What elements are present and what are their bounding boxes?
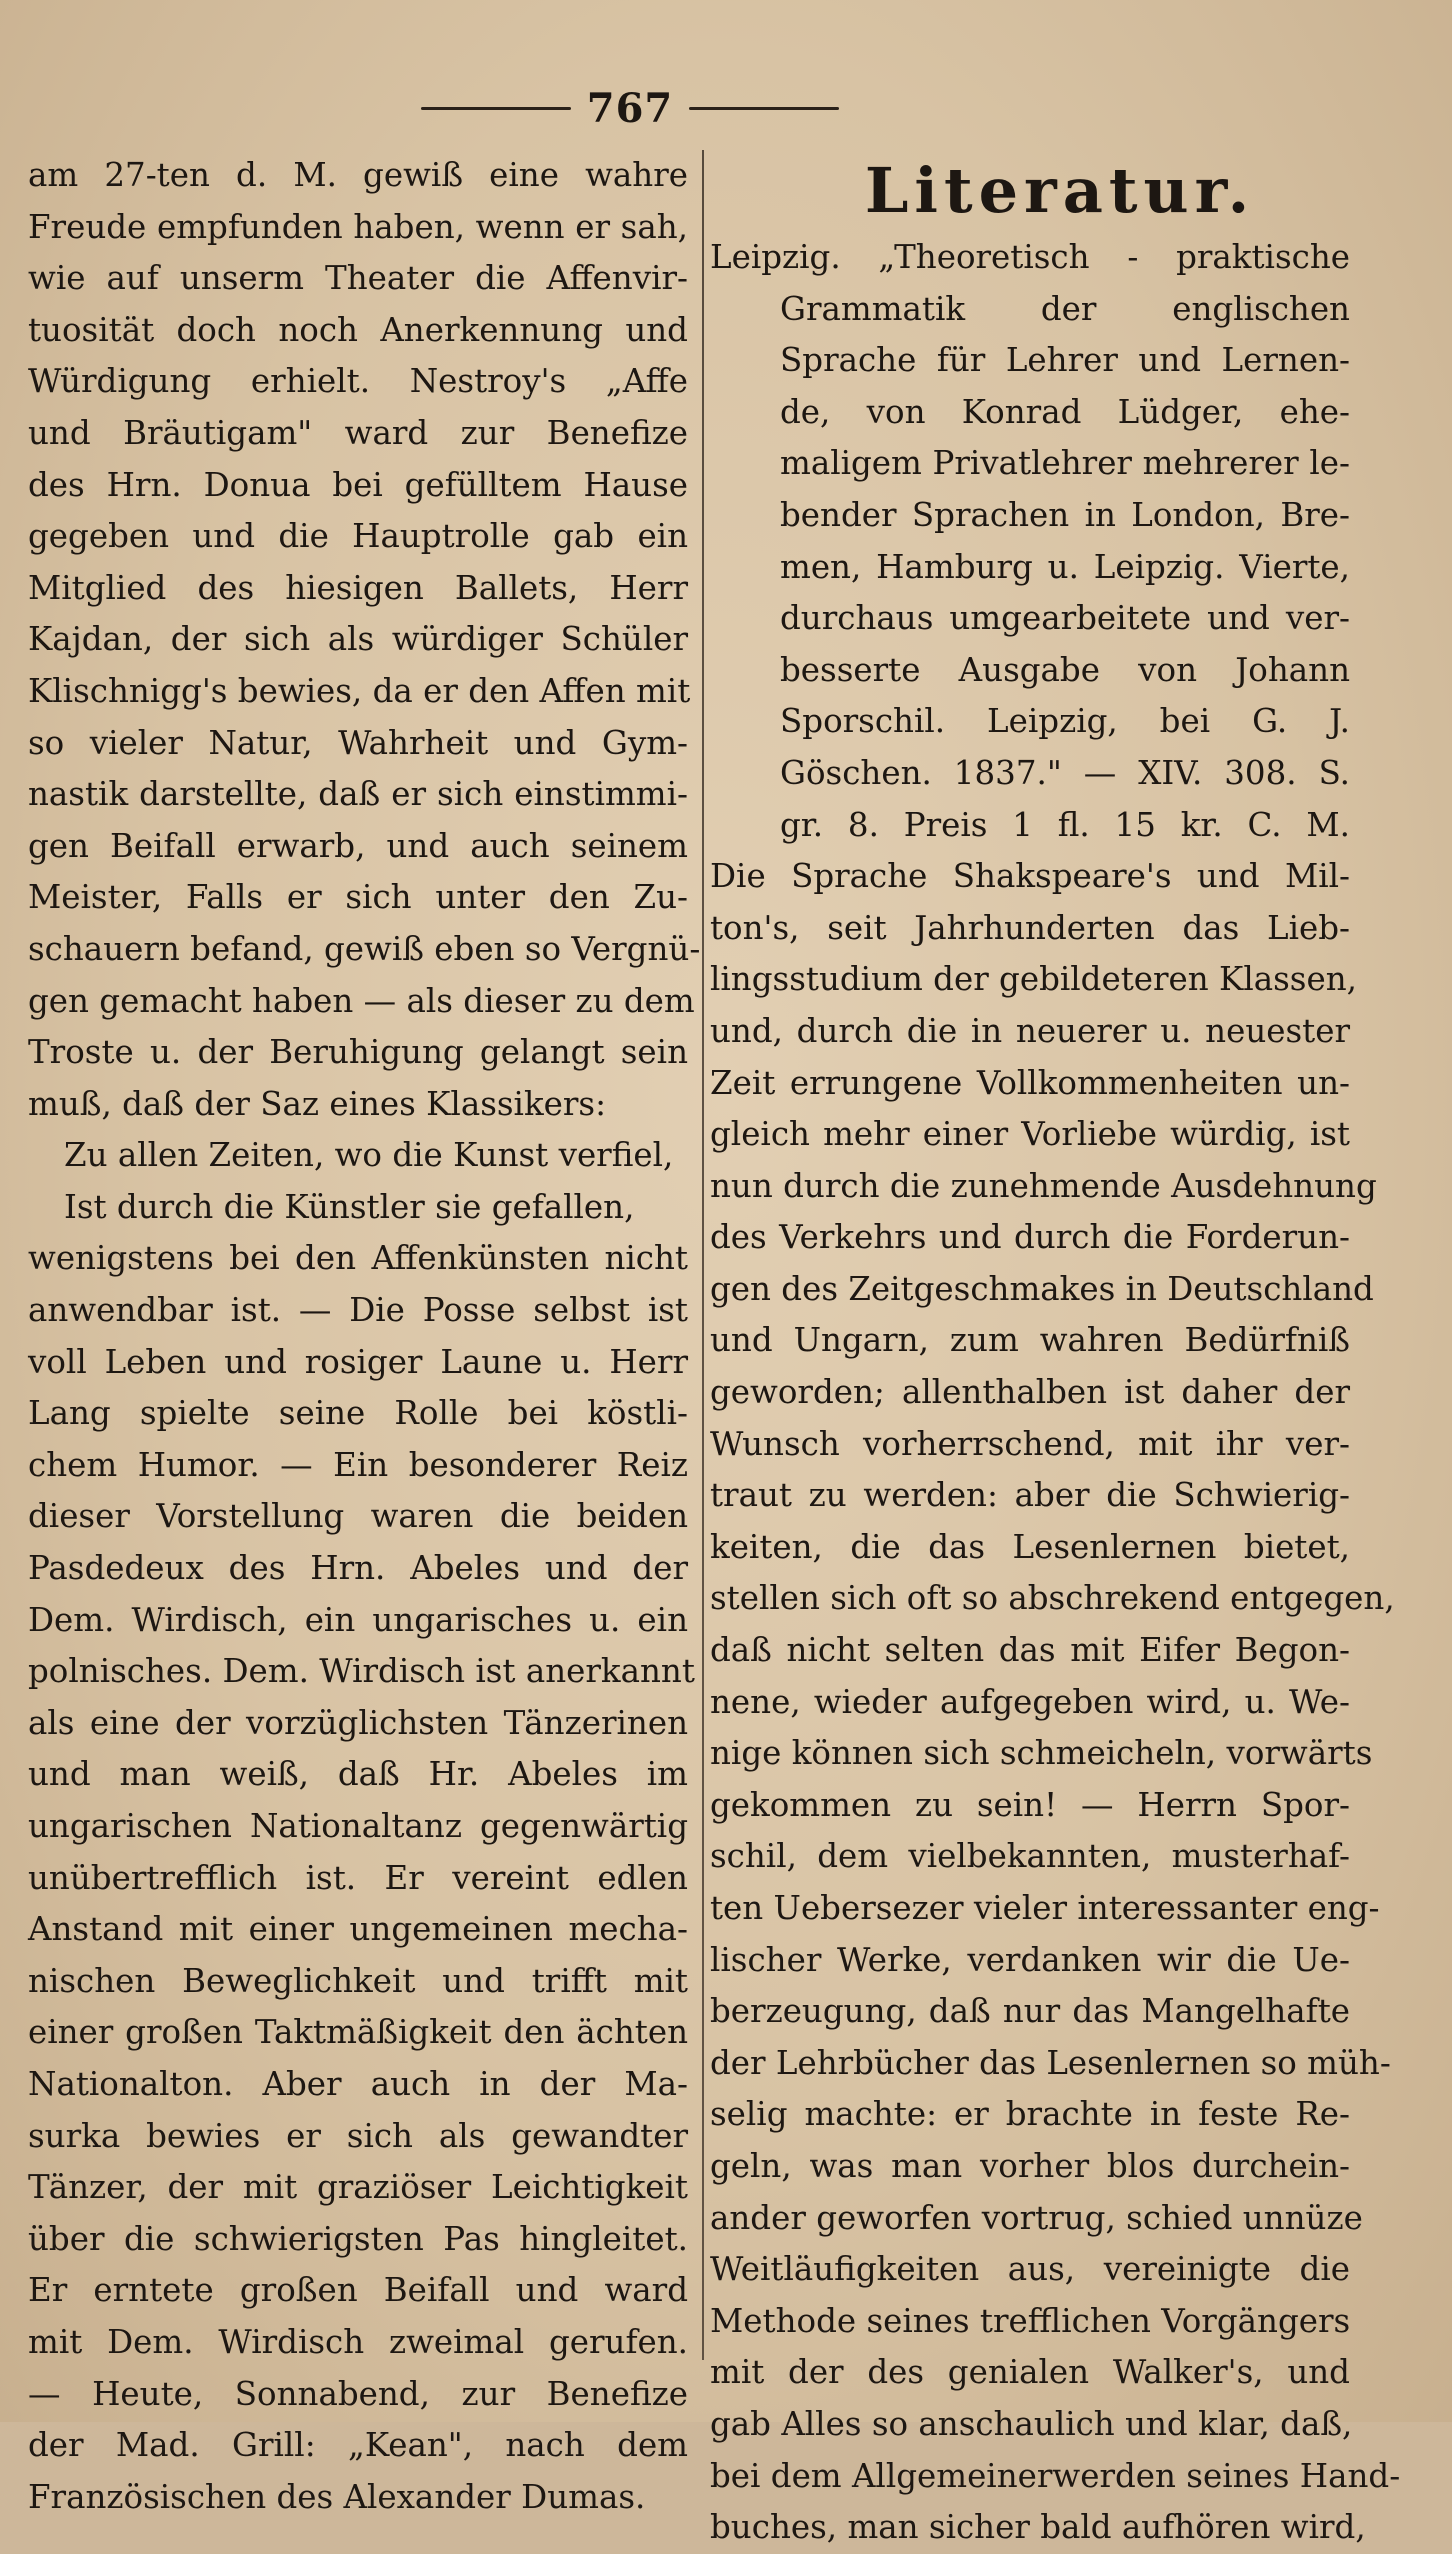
body-line: ton's, seit Jahrhunderten das Lieb- [710,908,1350,947]
left-line: über die schwierigsten Pas hingleitet. [28,2219,688,2258]
left-line: gegeben und die Hauptrolle gab ein [28,517,688,556]
body-line: lischer Werke, verdanken wir die Ue- [710,1940,1350,1979]
left-line: Lang spielte seine Rolle bei köstli- [28,1394,688,1433]
left-line: des Hrn. Donua bei gefülltem Hause [28,465,688,504]
citation-line: bender Sprachen in London, Bre- [780,495,1350,534]
left-line: am 27-ten d. M. gewiß eine wahre [28,156,688,194]
citation-line: Sprache für Lehrer und Lernen- [780,341,1350,380]
poem-line: Zu allen Zeiten, wo die Kunst verfiel, [64,1136,674,1175]
body-line: ander geworfen vortrug, schied unnüze [710,2198,1363,2237]
left-line: der Mad. Grill: „Kean", nach dem [28,2426,688,2465]
left-line: Freude empfunden haben, wenn er sah, [28,207,688,246]
left-line: Mitglied des hiesigen Ballets, Herr [28,568,688,607]
body-line: Methode seines trefflichen Vorgängers [710,2301,1351,2340]
body-line: berzeugung, daß nur das Mangelhafte [710,1992,1350,2031]
citation-line: Sporschil. Leipzig, bei G. J. [780,702,1350,741]
left-line: Würdigung erhielt. Nestroy's „Affe [28,362,688,401]
citation-line: Göschen. 1837." — XIV. 308. S. [780,753,1350,792]
left-line: wenigstens bei den Affenkünsten nicht [28,1239,688,1278]
left-line: und man weiß, daß Hr. Abeles im [28,1755,688,1794]
left-column [28,150,701,2523]
left-line: unübertrefflich ist. Er vereint edlen [28,1858,688,1897]
citation-line: men, Hamburg u. Leipzig. Vierte, [780,547,1350,586]
left-line: nastik darstellte, daß er sich einstimmi- [28,775,688,814]
section-title: Literatur. [864,154,1256,227]
body-line: Zeit errungene Vollkommenheiten un- [710,1063,1350,1102]
header-rule-left [421,107,571,110]
left-line: voll Leben und rosiger Laune u. Herr [28,1342,688,1381]
left-line: tuosität doch noch Anerkennung und [28,310,688,349]
left-line: Kajdan, der sich als würdiger Schüler [28,620,688,659]
left-line: einer großen Taktmäßigkeit den ächten [28,2013,688,2052]
citation-line: durchaus umgearbeitete und ver- [780,599,1350,638]
header-rule-right [689,107,839,110]
left-line: muß, daß der Saz eines Klassikers: [28,1084,607,1123]
body-line: selig machte: er brachte in feste Re- [710,2095,1350,2134]
left-line: anwendbar ist. — Die Posse selbst ist [28,1291,688,1330]
citation-line: Grammatik der englischen [780,289,1350,328]
body-line: Die Sprache Shakspeare's und Mil- [710,857,1350,896]
right-column [710,150,1401,2554]
left-line: Nationalton. Aber auch in der Ma- [28,2064,688,2103]
left-line: mit Dem. Wirdisch zweimal gerufen. [28,2322,688,2361]
left-line: Pasdedeux des Hrn. Abeles und der [28,1549,688,1588]
left-line: als eine der vorzüglichsten Tänzerinen [28,1703,688,1742]
body-line: gekommen zu sein! — Herrn Spor- [710,1785,1350,1824]
body-line: geln, was man vorher blos durchein- [710,2146,1350,2185]
left-line: schauern befand, gewiß eben so Vergnü- [28,929,701,968]
left-line: — Heute, Sonnabend, zur Benefize [28,2374,688,2413]
body-line: des Verkehrs und durch die Forderun- [710,1218,1350,1257]
left-line: chem Humor. — Ein besonderer Reiz [28,1445,688,1484]
page-header [420,78,840,138]
body-line: schil, dem vielbekannten, musterhaf- [710,1837,1350,1876]
left-line: gen Beifall erwarb, und auch seinem [28,826,688,865]
left-line: Dem. Wirdisch, ein ungarisches u. ein [28,1600,688,1639]
citation-line: gr. 8. Preis 1 fl. 15 kr. C. M. [780,805,1350,844]
poem-line: Ist durch die Künstler sie gefallen, [64,1187,635,1226]
left-line: surka bewies er sich als gewandter [28,2116,688,2155]
body-line: stellen sich oft so abschrekend entgegen, [710,1579,1395,1618]
body-line: gleich mehr einer Vorliebe würdig, ist [710,1115,1350,1154]
body-line: der Lehrbücher das Lesenlernen so müh- [710,2043,1391,2082]
body-line: buches, man sicher bald aufhören wird, [710,2508,1366,2547]
body-line: und Ungarn, zum wahren Bedürfniß [710,1321,1350,1360]
citation-line: de, von Konrad Lüdger, ehe- [780,392,1350,431]
left-line: Französischen des Alexander Dumas. [28,2477,646,2516]
body-line: Wunsch vorherrschend, mit ihr ver- [710,1424,1350,1463]
left-line: nischen Beweglichkeit und trifft mit [28,1961,688,2000]
page-number: 767 [586,84,674,132]
body-line: nene, wieder aufgegeben wird, u. We- [710,1682,1350,1721]
body-line: geworden; allenthalben ist daher der [710,1373,1350,1412]
left-line: Anstand mit einer ungemeinen mecha- [28,1910,688,1949]
body-line: nun durch die zunehmende Ausdehnung [710,1166,1377,1205]
left-line: Er erntete großen Beifall und ward [28,2271,688,2310]
body-line: Weitläufigkeiten aus, vereinigte die [710,2250,1350,2289]
left-line: Klischnigg's bewies, da er den Affen mit [28,671,691,710]
body-line: gab Alles so anschaulich und klar, daß, [710,2404,1353,2443]
left-line: gen gemacht haben — als dieser zu dem [28,981,695,1020]
body-line: und, durch die in neuerer u. neuester [710,1011,1350,1050]
body-line: lingsstudium der gebildeteren Klassen, [710,960,1357,999]
body-line: ten Uebersezer vieler interessanter eng- [710,1889,1380,1927]
left-line: Troste u. der Beruhigung gelangt sein [28,1033,688,1072]
left-line: dieser Vorstellung waren die beiden [28,1497,688,1536]
left-line: so vieler Natur, Wahrheit und Gym- [28,723,688,762]
body-line: traut zu werden: aber die Schwierig- [710,1476,1350,1515]
left-line: Meister, Falls er sich unter den Zu- [28,878,688,917]
left-line: und Bräutigam" ward zur Benefize [28,413,688,452]
left-line: Tänzer, der mit graziöser Leichtigkeit [28,2168,688,2207]
left-line: polnisches. Dem. Wirdisch ist anerkannt [28,1652,695,1691]
left-line: wie auf unserm Theater die Affenvir- [28,259,688,298]
body-line: mit der des genialen Walker's, und [710,2353,1350,2392]
column-divider [702,150,704,2360]
citation-line: besserte Ausgabe von Johann [780,650,1350,689]
body-line: nige können sich schmeicheln, vorwärts [710,1734,1373,1773]
body-line: daß nicht selten das mit Eifer Begon- [710,1631,1350,1670]
body-line: bei dem Allgemeinerwerden seines Hand- [710,2456,1401,2495]
left-line: ungarischen Nationaltanz gegenwärtig [28,1807,688,1845]
citation-line: Leipzig. „Theoretisch - praktische [710,238,1350,276]
citation-line: maligem Privatlehrer mehrerer le- [780,444,1350,483]
body-line: keiten, die das Lesenlernen bietet, [710,1527,1350,1566]
body-line: gen des Zeitgeschmakes in Deutschland [710,1269,1374,1308]
